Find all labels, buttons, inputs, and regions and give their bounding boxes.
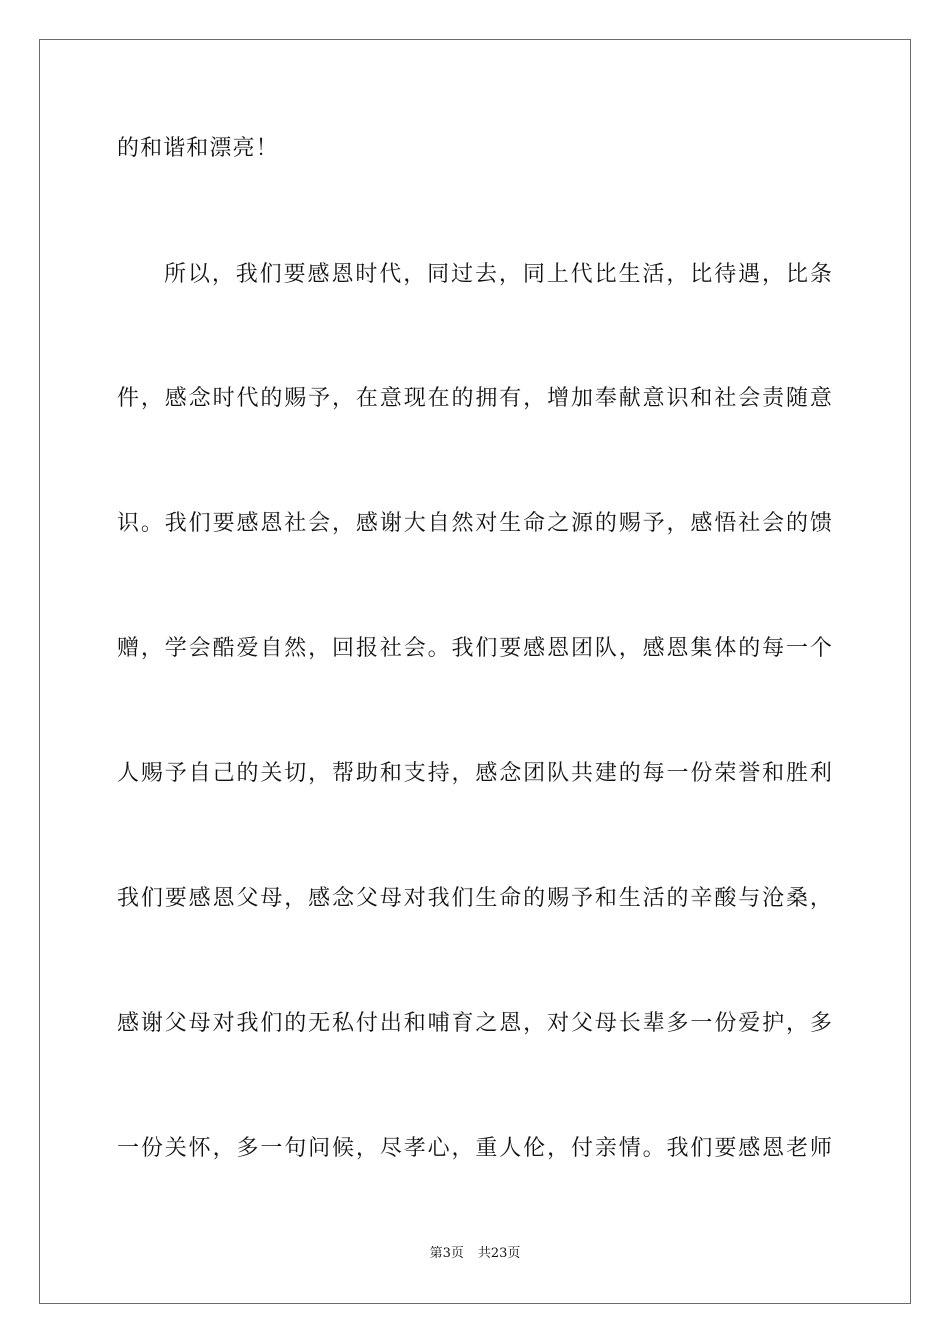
page-total: 共23页	[477, 1246, 521, 1261]
body-line-1: 的和谐和漂亮！	[117, 136, 279, 161]
body-line-2: 所以，我们要感恩时代，同过去，同上代比生活，比待遇，比条	[164, 262, 833, 287]
page-number: 第3页	[429, 1246, 464, 1261]
body-line-4: 识。我们要感恩社会，感谢大自然对生命之源的赐予，感悟社会的馈	[117, 511, 833, 536]
body-line-6: 人赐予自己的关切，帮助和支持，感念团队共建的每一份荣誉和胜利	[117, 761, 833, 786]
page-frame	[39, 39, 911, 1304]
body-line-7: 我们要感恩父母，感念父母对我们生命的赐予和生活的辛酸与沧桑，	[117, 886, 833, 911]
page-footer	[0, 1245, 950, 1263]
body-line-8: 感谢父母对我们的无私付出和哺育之恩，对父母长辈多一份爱护，多	[117, 1011, 833, 1036]
body-line-9: 一份关怀，多一句问候，尽孝心，重人伦，付亲情。我们要感恩老师	[117, 1136, 833, 1161]
body-line-5: 赠，学会酷爱自然，回报社会。我们要感恩团队，感恩集体的每一个	[117, 636, 833, 661]
body-line-3: 件，感念时代的赐予，在意现在的拥有，增加奉献意识和社会责随意	[117, 386, 833, 411]
